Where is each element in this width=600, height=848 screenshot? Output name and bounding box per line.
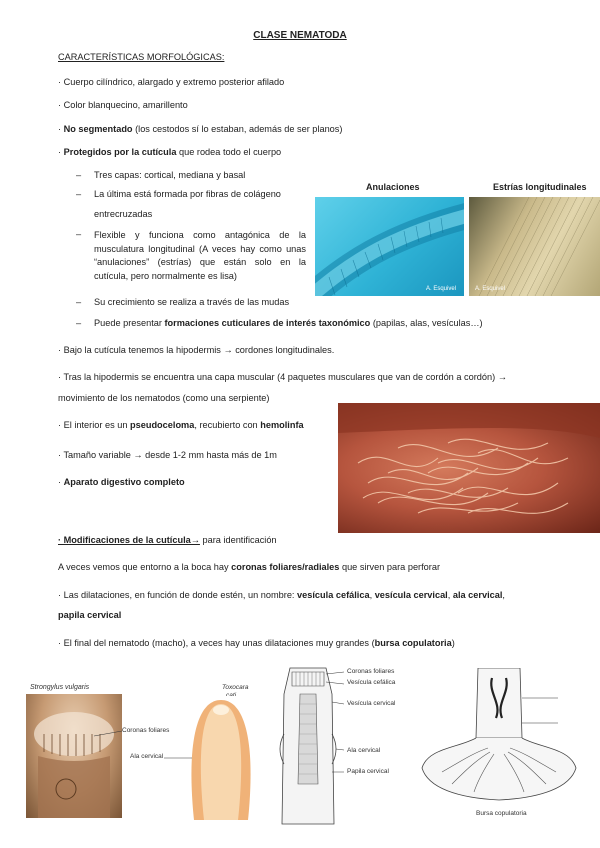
anterior-end-diagram (272, 664, 344, 826)
bursa-diagram (418, 668, 580, 810)
annotation-papila-cervical: Papila cervical (347, 768, 389, 775)
sub-bullet-collagen-cont: entrecruzadas (94, 209, 153, 219)
worms-photo (338, 403, 600, 533)
dash-marker: – (76, 297, 82, 307)
annotation-ala-cervical: Ala cervical (347, 747, 381, 754)
dash-marker: – (76, 229, 82, 239)
sub-bullet-flexible: Flexible y funciona como antagónica de la musculatura longitudinal (A veces hay como unas “anulaciones” (estrías) que están solo en la cutícula, pero normalmente es lisa) (94, 230, 306, 281)
figure-caption-annulations: Anulaciones (366, 182, 420, 192)
bullet-dilatations-cont: papila cervical (58, 610, 122, 620)
annotation-coronas: Coronas foliares (122, 727, 170, 734)
leader-line (94, 728, 124, 738)
sub-bullet-formations: Puede presentar formaciones cuticulares de interés taxonómico (papilas, alas, vesículas…) (94, 318, 483, 328)
annulations-photo (315, 197, 464, 296)
dash-marker: – (76, 189, 82, 199)
bullet-segmentation: · No segmentado (los cestodos sí lo estaban, además de ser planos) (58, 124, 343, 134)
bullet-muscle: · Tras la hipodermis se encuentra una capa muscular (4 paquetes musculares que van de cordón a cordón) → (58, 372, 507, 382)
annotation-coronas-foliares: Coronas foliares (347, 668, 395, 675)
dash-marker: – (76, 318, 82, 328)
bullet-muscle-cont: movimiento de los nematodos (como una serpiente) (58, 393, 270, 403)
sub-bullet-collagen: La última está formada por fibras de colágeno (94, 189, 281, 199)
section-modifications: · Modificaciones de la cutícula→ para identificación (58, 535, 277, 545)
annotation-vesicula-cervical: Vesícula cervical (347, 700, 396, 707)
page-title: CLASE NEMATODA (253, 30, 347, 41)
dash-marker: – (76, 170, 82, 180)
bullet-pseudocoelom: · El interior es un pseudoceloma, recubierto con hemolinfa (58, 420, 304, 430)
annotation-bursa: Bursa copulatoria (476, 810, 527, 817)
photo-credit: A. Esquivel (475, 286, 506, 292)
sub-bullet-molts: Su crecimiento se realiza a través de las mudas (94, 297, 290, 307)
strongylus-photo (26, 694, 122, 818)
sub-bullet-layers: Tres capas: cortical, mediana y basal (94, 170, 246, 180)
section-heading: CARACTERÍSTICAS MORFOLÓGICAS: (58, 52, 225, 62)
bullet-size: · Tamaño variable → desde 1-2 mm hasta más de 1m (58, 450, 277, 460)
bullet-hypodermis: · Bajo la cutícula tenemos la hipodermis → cordones longitudinales. (58, 345, 335, 355)
bullet-bursa: · El final del nematodo (macho), a veces hay unas dilataciones muy grandes (bursa copulatoria) (58, 638, 455, 648)
bullet-digestive: · Aparato digestivo completo (58, 477, 185, 487)
bullet-cuticle: · Protegidos por la cutícula que rodea todo el cuerpo (58, 147, 282, 157)
bullet-dilatations: · Las dilataciones, en función de donde estén, un nombre: vesícula cefálica, vesícula cervical, ala cervical, (58, 590, 505, 600)
bullet-crowns: A veces vemos que entorno a la boca hay coronas foliares/radiales que sirven para perforar (58, 562, 441, 572)
striations-photo (469, 197, 600, 296)
figure-caption-striations: Estrías longitudinales (493, 182, 587, 192)
leader-line (164, 754, 194, 762)
bullet-shape: · Cuerpo cilíndrico, alargado y extremo posterior afilado (58, 77, 285, 87)
annotation-vesicula-cefalica: Vesícula cefálica (347, 679, 396, 686)
species-label-a: Toxocara (222, 684, 249, 691)
species-label: Strongylus vulgaris (30, 684, 90, 691)
photo-credit: A. Esquivel (425, 286, 456, 292)
bullet-color: · Color blanquecino, amarillento (58, 100, 188, 110)
annotation-ala-cervical: Ala cervical (130, 753, 164, 760)
